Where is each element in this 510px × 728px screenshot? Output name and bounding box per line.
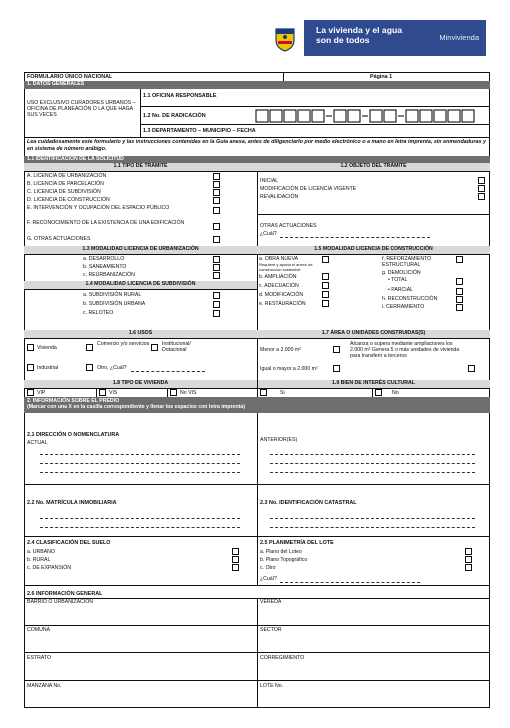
s14-item-b: b. SUBDIVISIÓN URBANA xyxy=(83,301,146,307)
s18-title: 1.8 TIPO DE VIVIENDA xyxy=(24,380,257,388)
label-filing-number: 1.2 No. DE RADICACIÓN xyxy=(143,113,206,119)
s12-other-label: OTRAS ACTUACIONES xyxy=(260,223,317,229)
s11-item-f: F. RECONOCIMIENTO DE LA EXISTENCIA DE UNA EDIFICACIÓN xyxy=(27,220,185,226)
s16-title: 1.6 USOS xyxy=(24,330,257,338)
office-use-note: USO EXCLUSIVO CURADORES URBANOS – OFICINA DE PLANEACIÓN O LA QUE HAGA SUS VECES xyxy=(27,100,136,119)
checkbox-reloteo[interactable] xyxy=(213,310,220,317)
checkbox-demolicion-parcial[interactable] xyxy=(456,288,463,295)
checkbox-institucional[interactable] xyxy=(151,344,158,351)
s17-lt: Menor a 2.000 m² xyxy=(260,347,301,353)
s18-vis: VIS xyxy=(109,390,118,396)
checkbox-plano-loteo[interactable] xyxy=(465,548,472,555)
checkbox-menor-2000[interactable] xyxy=(333,346,340,353)
coat-of-arms-icon xyxy=(274,26,296,52)
s13-title: 1.3 MODALIDAD LICENCIA DE URBANIZACIÓN xyxy=(24,246,257,254)
section-1-header: 1. DATOS GENERALES xyxy=(24,81,490,89)
checkbox-industrial[interactable] xyxy=(27,364,34,371)
planimetry-which-label: ¿Cuál? xyxy=(260,576,277,582)
checkbox-parcelacion[interactable] xyxy=(213,181,220,188)
s12-item-revalidacion: REVALIDACIÓN xyxy=(260,194,299,200)
checkbox-otras-actuaciones[interactable] xyxy=(213,236,220,243)
checkbox-reconocimiento[interactable] xyxy=(213,223,220,230)
s16-item-comercio: Comercio y/o servicios xyxy=(97,341,150,347)
s19-no: No xyxy=(392,390,399,396)
page-number: Página 1 xyxy=(370,74,393,80)
s15-item-a-note: Requiere y aporta el anexo de construcción sostenible xyxy=(259,262,313,272)
label-responsible-office: 1.1 OFICINA RESPONSABLE xyxy=(143,93,217,99)
checkbox-saneamiento[interactable] xyxy=(213,264,220,271)
s12-which-label: ¿Cuál? xyxy=(260,231,277,237)
identification-header: 1.1 IDENTIFICACIÓN DE LA SOLICITUD xyxy=(24,156,490,163)
checkbox-subdivision[interactable] xyxy=(213,189,220,196)
filing-number-boxes[interactable] xyxy=(254,108,488,129)
checkbox-modificacion[interactable] xyxy=(478,185,485,192)
soil-rural: b. RURAL xyxy=(27,557,51,563)
form-title: FORMULARIO ÚNICO NACIONAL xyxy=(27,74,113,80)
checkbox-vip[interactable] xyxy=(27,389,34,396)
s15-item-d: d. MODIFICACIÓN xyxy=(259,292,304,298)
checkbox-supera-2000[interactable] xyxy=(468,365,475,372)
label-manzana: MANZANA No. xyxy=(27,683,62,689)
checkbox-cerramiento[interactable] xyxy=(456,304,463,311)
label-corregimiento: CORREGIMIENTO xyxy=(260,655,305,661)
s13-item-c: c. REURBANIZACIÓN xyxy=(83,272,135,278)
label-address-previous: ANTERIOR(ES) xyxy=(260,437,298,443)
soil-urbano: a. URBANO xyxy=(27,549,55,555)
checkbox-reconstruccion[interactable] xyxy=(456,296,463,303)
checkbox-revalidacion[interactable] xyxy=(478,193,485,200)
s11-item-b: B. LICENCIA DE PARCELACIÓN xyxy=(27,181,104,187)
checkbox-otro-uso[interactable] xyxy=(86,364,93,371)
checkbox-demolicion-total[interactable] xyxy=(456,278,463,285)
checkbox-subdivision-rural[interactable] xyxy=(213,292,220,299)
s12-which-input[interactable] xyxy=(280,237,430,238)
s11-item-a: A. LICENCIA DE URBANIZACIÓN xyxy=(27,173,107,179)
label-department-municipality-date: 1.3 DEPARTAMENTO – MUNICIPIO – FECHA xyxy=(143,128,256,134)
soil-expansion: c. DE EXPANSIÓN xyxy=(27,565,72,571)
checkbox-desarrollo[interactable] xyxy=(213,256,220,263)
label-catastral: 2.3 No. IDENTIFICACIÓN CATASTRAL xyxy=(260,500,357,506)
s16-item-otro: Otro, ¿Cuál? xyxy=(97,365,127,371)
s15-item-f: f. REFORZAMIENTO ESTRUCTURAL xyxy=(382,256,432,269)
s15-title: 1.5 MODALIDAD LICENCIA DE CONSTRUCCIÓN xyxy=(257,246,490,254)
s11-item-c: C. LICENCIA DE SUBDIVISIÓN xyxy=(27,189,101,195)
s14-title: 1.4 MODALIDAD LICENCIA DE SUBDIVISIÓN xyxy=(24,281,257,289)
checkbox-mayor-2000[interactable] xyxy=(333,365,340,372)
label-address: 2.1 DIRECCIÓN O NOMENCLATURA xyxy=(27,432,120,438)
s15-item-a: a. OBRA NUEVA xyxy=(259,256,299,262)
address-previous-line-3[interactable] xyxy=(270,472,475,473)
section-2-title: 2. INFORMACIÓN SOBRE EL PREDIO xyxy=(27,398,120,404)
catastral-line-2[interactable] xyxy=(270,527,475,528)
s11-item-g: G. OTRAS ACTUACIONES xyxy=(27,236,91,242)
label-vereda: VEREDA xyxy=(260,599,282,605)
checkbox-obra-nueva[interactable] xyxy=(322,256,329,263)
s14-item-c: c. RELOTEO xyxy=(83,310,114,316)
checkbox-urbano[interactable] xyxy=(232,548,239,555)
label-planimetry: 2.5 PLANIMETRÍA DEL LOTE xyxy=(260,540,334,546)
label-matricula: 2.2 No. MATRÍCULA INMOBILIARIA xyxy=(27,500,117,506)
checkbox-vis[interactable] xyxy=(99,389,106,396)
checkbox-espacio-publico[interactable] xyxy=(213,207,220,214)
checkbox-comercio[interactable] xyxy=(86,344,93,351)
planimetry-loteo: a. Plano del Loteo xyxy=(260,549,302,555)
s12-item-inicial: INICIAL xyxy=(260,178,279,184)
s16-item-institucional: Institucional/ Dotacional xyxy=(162,341,191,354)
s15-item-g: g. DEMOLICIÓN xyxy=(382,270,421,276)
s15-item-e: e. RESTAURACIÓN xyxy=(259,301,306,307)
s11-item-d: D. LICENCIA DE CONSTRUCCIÓN xyxy=(27,197,110,203)
checkbox-urbanizacion[interactable] xyxy=(213,173,220,180)
checkbox-plano-topografico[interactable] xyxy=(465,556,472,563)
checkbox-vivienda[interactable] xyxy=(27,344,34,351)
section-2-header xyxy=(24,397,490,413)
checkbox-modificacion-obra[interactable] xyxy=(322,291,329,298)
address-current-line-3[interactable] xyxy=(40,472,240,473)
matricula-line-1[interactable] xyxy=(40,518,240,519)
address-previous-line-2[interactable] xyxy=(270,463,475,464)
s15-item-parcial: • PARCIAL xyxy=(388,287,414,293)
label-lote: LOTE No. xyxy=(260,683,284,689)
checkbox-adecuacion[interactable] xyxy=(322,282,329,289)
s12-item-modificacion: MODIFICACIÓN DE LICENCIA VIGENTE xyxy=(260,186,357,192)
s16-other-input[interactable] xyxy=(131,371,205,372)
checkbox-expansion[interactable] xyxy=(232,564,239,571)
s12-title: 1.2 OBJETO DEL TRÁMITE xyxy=(257,163,490,171)
label-general-info: 2.6 INFORMACIÓN GENERAL xyxy=(27,591,103,597)
s15-item-i: i. CERRAMIENTO xyxy=(382,304,425,310)
section-2-subtitle: (Marcar con una X en la casilla correspondiente y llenar los espacios con letra imprenta) xyxy=(27,404,245,411)
s11-title: 1.1 TIPO DE TRÁMITE xyxy=(24,163,257,171)
label-address-current: ACTUAL xyxy=(27,440,48,446)
s17-title: 1.7 ÁREA O UNIDADES CONSTRUIDAS(S) xyxy=(257,330,490,338)
s17-ge: Igual o mayor a 2.000 m² xyxy=(260,366,318,372)
s16-item-industrial: Industrial xyxy=(37,365,59,371)
checkbox-bic-no[interactable] xyxy=(375,389,382,396)
checkbox-no-vis[interactable] xyxy=(170,389,177,396)
checkbox-inicial[interactable] xyxy=(478,177,485,184)
catastral-line-1[interactable] xyxy=(270,518,475,519)
label-comuna: COMUNA xyxy=(27,627,51,633)
label-estrato: ESTRATO xyxy=(27,655,52,661)
brand-ministry: Minvivienda xyxy=(439,33,479,42)
s14-item-a: a. SUBDIVISIÓN RURAL xyxy=(83,292,142,298)
brand-banner xyxy=(304,20,486,56)
s15-item-h: h. RECONSTRUCCIÓN xyxy=(382,296,438,302)
s15-item-b: b. AMPLIACIÓN xyxy=(259,274,297,280)
s15-item-total: • TOTAL xyxy=(388,277,408,283)
checkbox-reurbanizacion[interactable] xyxy=(213,272,220,279)
checkbox-ampliacion[interactable] xyxy=(322,273,329,280)
brand-slogan: La vivienda y el agua son de todos xyxy=(316,25,402,45)
checkbox-restauracion[interactable] xyxy=(322,300,329,307)
checkbox-plano-otro[interactable] xyxy=(465,564,472,571)
instructions: Lea cuidadosamente este formulario y las instrucciones contenidas en la Guía anexa, antes de diligenciarlo por medio electrónico o a mano en letra imprenta, sin enmendaduras y en sistema de número arábigo. xyxy=(27,139,486,152)
address-previous-line-1[interactable] xyxy=(270,454,475,455)
s19-si: Si xyxy=(280,390,285,396)
checkbox-construccion[interactable] xyxy=(213,197,220,204)
matricula-line-2[interactable] xyxy=(40,527,240,528)
s13-item-a: a. DESARROLLO xyxy=(83,256,125,262)
checkbox-subdivision-urbana[interactable] xyxy=(213,301,220,308)
s11-item-e: E. INTERVENCIÓN Y OCUPACIÓN DEL ESPACIO PÚBLICO xyxy=(27,205,170,211)
checkbox-bic-si[interactable] xyxy=(260,389,267,396)
planimetry-otro: c. Otro xyxy=(260,565,276,571)
s18-vip: VIP xyxy=(37,390,46,396)
label-soil-classification: 2.4 CLASIFICACIÓN DEL SUELO xyxy=(27,540,111,546)
checkbox-reforzamiento[interactable] xyxy=(456,256,463,263)
s15-item-c: c. ADECUACIÓN xyxy=(259,283,299,289)
planimetry-which-input[interactable] xyxy=(280,582,420,583)
planimetry-topo: b. Plano Topográfico xyxy=(260,557,308,563)
s13-item-b: b. SANEAMIENTO xyxy=(83,264,127,270)
s16-item-vivienda: Vivienda xyxy=(37,345,57,351)
address-current-line-2[interactable] xyxy=(40,463,240,464)
s18-no-vis: No VIS xyxy=(180,390,197,396)
s19-title: 1.9 BIEN DE INTERÉS CULTURAL xyxy=(257,380,490,388)
label-barrio: BARRIO O URBANIZACIÓN xyxy=(27,599,94,605)
label-sector: SECTOR xyxy=(260,627,282,633)
checkbox-rural[interactable] xyxy=(232,556,239,563)
address-current-line-1[interactable] xyxy=(40,454,240,455)
s17-note: Alcanza o supera mediante ampliaciones los 2.000 m² Genera 5 o más unidades de vivienda para transferir a terceros xyxy=(350,341,460,360)
